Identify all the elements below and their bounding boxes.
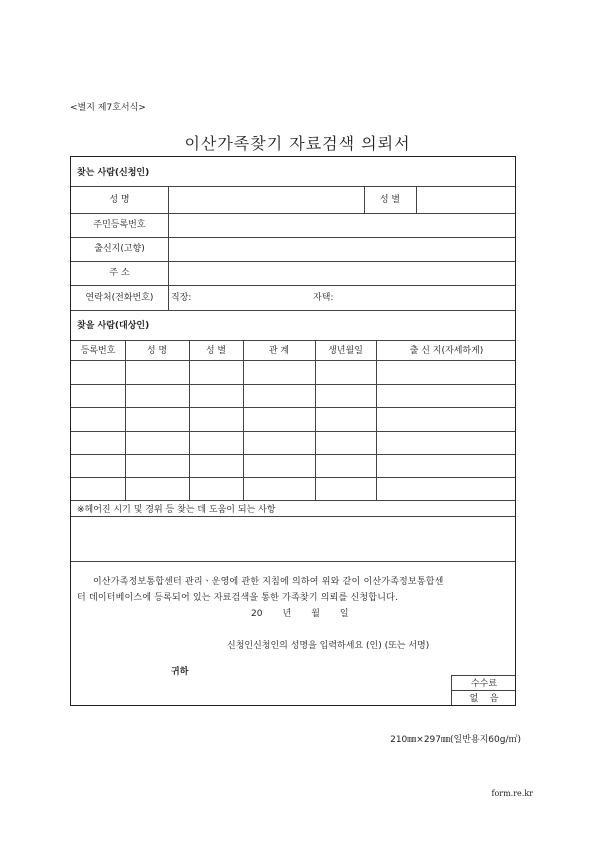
- column-header: 성 별: [205, 346, 227, 356]
- application-form: [70, 156, 516, 706]
- rrn-field[interactable]: [170, 215, 514, 236]
- fee-value: 없 음: [469, 694, 499, 704]
- address-field[interactable]: [170, 263, 514, 284]
- home-phone-label: 자택:: [313, 293, 334, 303]
- addressee-label: 귀하: [171, 667, 189, 677]
- work-phone-label: 직장:: [171, 293, 192, 303]
- notes-field[interactable]: [73, 518, 513, 559]
- paper-spec: 210㎜×297㎜(일반용지60g/㎡): [390, 735, 521, 745]
- column-header: 관 계: [268, 346, 290, 356]
- seeker-section-title: 찾는 사람(신청인): [77, 168, 150, 178]
- declaration-line-1: 이산가족정보통합센터 관리ㆍ운영에 관한 지침에 의하여 위와 같이 이산가족정보통합센: [93, 577, 444, 587]
- gender-label: 성 별: [379, 195, 401, 205]
- column-header: 출 신 지(자세하게): [409, 346, 484, 356]
- column-header: 등록번호: [80, 346, 116, 356]
- origin-label: 출신지(고향): [94, 244, 145, 254]
- column-header: 생년월일: [328, 346, 363, 356]
- origin-field[interactable]: [170, 239, 514, 260]
- page-title: 이산가족찾기 자료검색 의뢰서: [184, 134, 411, 153]
- form-number-label: <별지 제7호서식>: [70, 103, 146, 113]
- name-label: 성 명: [109, 195, 130, 205]
- gender-field[interactable]: [418, 188, 514, 211]
- signature-line: 신청인신청인의 성명을 입력하세요 (인) (또는 서명): [227, 641, 430, 651]
- name-field[interactable]: [170, 188, 362, 211]
- notes-label: ※헤어진 시기 및 경위 등 찾는 데 도움이 되는 사항: [77, 505, 276, 515]
- address-label: 주 소: [109, 268, 130, 278]
- column-header: 성 명: [146, 346, 168, 356]
- target-section-title: 찾을 사람(대상인): [77, 321, 150, 331]
- contact-label: 연락처(전화번호): [85, 293, 154, 303]
- site-watermark: form.re.kr: [491, 789, 533, 798]
- declaration-line-2: 터 데이터베이스에 등록되어 있는 자료검색을 통한 가족찾기 의뢰를 신청합니다.: [77, 593, 399, 603]
- application-date: 20 년 월 일: [251, 609, 349, 619]
- fee-label: 수수료: [470, 679, 498, 689]
- rrn-label: 주민등록번호: [93, 220, 146, 230]
